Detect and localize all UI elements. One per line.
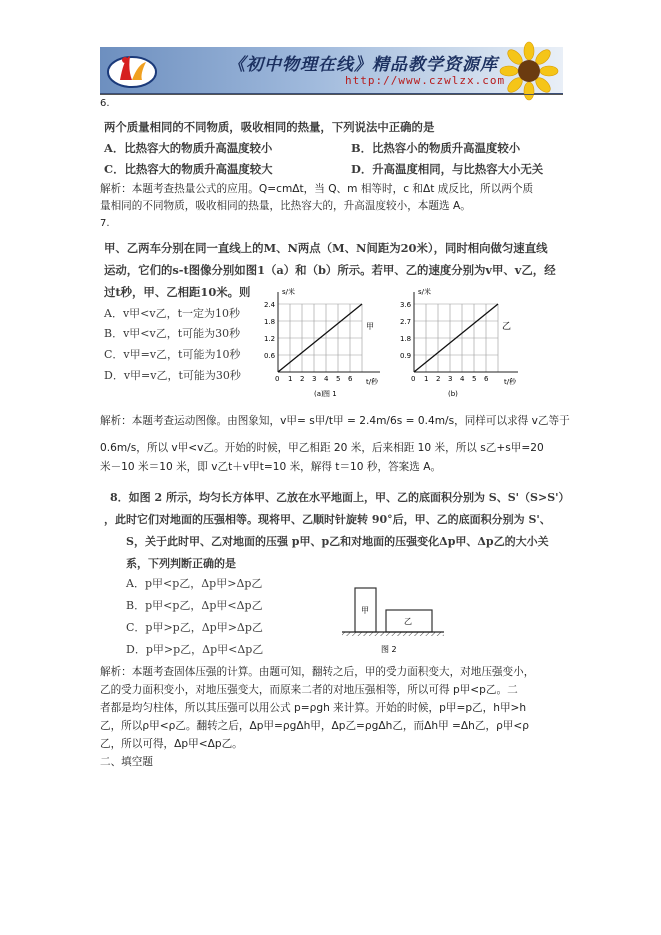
q6-number: 6. (100, 98, 110, 109)
q8-analysis-line5: 乙，所以可得，Δp甲<Δp乙。 (100, 738, 243, 750)
q6-option-c: C．比热容大的物质升高温度较大 (104, 162, 273, 176)
graph-a-xtick: 3 (312, 375, 317, 383)
q7-analysis-line3: 米－10 米＝10 米，即 v乙t＋v甲t=10 米，解得 t＝10 秒，答案选 A。 (100, 461, 442, 473)
q8-analysis-line2: 乙的受力面积变小，对地压强变大，而原来二者的对地压强相等，所以可得 p甲<p乙。二 (100, 684, 518, 696)
q6-option-a: A．比热容大的物质升高温度较小 (104, 141, 273, 155)
graph-b-xtick: 1 (424, 375, 429, 383)
figure-2-caption: 图 2 (381, 645, 397, 654)
graph-a-xlabel: t/秒 (366, 378, 379, 386)
q7-option-c: C．v甲=v乙，t可能为10秒 (104, 348, 241, 361)
sunflower-icon (501, 43, 557, 99)
graph-b-ytick: 3.6 (400, 301, 412, 309)
graph-a-xtick: 6 (348, 375, 353, 383)
q6-option-b: B．比热容小的物质升高温度较小 (351, 141, 521, 155)
graph-a-ylabel: s/米 (282, 288, 296, 296)
q7-analysis-line1: 解析：本题考查运动图像。由图象知，v甲= s甲/t甲 = 2.4m/6s = 0.4m/s，同样可以求得 v乙等于 (100, 415, 570, 427)
graph-b (323, 284, 538, 402)
q6-analysis-line1: 解析：本题考查热量公式的应用。Q=cmΔt，当 Q、m 相等时，c 和Δt 成反比，所以两个质 (100, 183, 534, 195)
q8-analysis-line4: 乙，所以ρ甲<ρ乙。翻转之后，Δp甲=ρgΔh甲，Δp乙=ρgΔh乙，而Δh甲 =Δh乙，ρ甲<ρ (100, 720, 529, 732)
graph-a-ytick: 0.6 (264, 352, 276, 360)
graph-a-ytick: 1.2 (264, 335, 276, 343)
graph-b-xtick: 6 (484, 375, 489, 383)
q8-analysis-line3: 者都是均匀柱体，所以其压强可以用公式 p=ρgh 来计算。开始的时候，p甲=p乙，h甲>h (100, 702, 527, 714)
graph-a-xtick: 5 (336, 375, 341, 383)
q8-option-b: B．p甲<p乙，Δp甲<Δp乙 (126, 599, 263, 612)
q8-option-c: C．p甲>p乙，Δp甲>Δp乙 (126, 621, 263, 634)
block-yi-label: 乙 (404, 617, 412, 626)
q8-option-a: A．p甲<p乙，Δp甲>Δp乙 (126, 577, 263, 590)
banner-url[interactable]: http://www.czwlzx.com (345, 74, 506, 87)
graph-a (262, 284, 392, 402)
graph-b-xtick: 4 (460, 375, 465, 383)
graph-b-xtick: 0 (411, 375, 416, 383)
graph-a-xtick: 0 (275, 375, 280, 383)
graph-a-ytick: 2.4 (264, 301, 276, 309)
q6-stem: 两个质量相同的不同物质，吸收相同的热量，下列说法中正确的是 (104, 120, 435, 134)
graph-b-line-label: 乙 (502, 322, 512, 332)
q6-option-d: D．升高温度相同，与比热容大小无关 (351, 162, 544, 176)
q7-analysis-line2: 0.6m/s，所以 v甲<v乙。开始的时候，甲乙相距 20 米，后来相距 10 米，所以 s乙+s甲=20 (100, 442, 544, 454)
q8-option-d: D．p甲>p乙，Δp甲<Δp乙 (126, 643, 264, 656)
graph-b-ytick: 0.9 (400, 352, 412, 360)
graph-b-ylabel: s/米 (418, 288, 432, 296)
q8-stem-line3: S，关于此时甲、乙对地面的压强 p甲、p乙和对地面的压强变化Δp甲、Δp乙的大小关 (126, 535, 549, 548)
header-rule (100, 94, 563, 95)
site-logo-icon (106, 50, 158, 90)
graph-b-xtick: 3 (448, 375, 453, 383)
header-banner (100, 47, 563, 94)
q7-stem-line1: 甲、乙两车分别在同一直线上的M、N两点（M、N间距为20米），同时相向做匀速直线 (104, 241, 548, 255)
q6-analysis-line2: 量相同的不同物质，吸收相同的热量，比热容大的，升高温度较小，本题选 A。 (100, 200, 471, 212)
q8-stem-line4: 系，下列判断正确的是 (126, 557, 236, 570)
q7-option-d: D．v甲=v乙，t可能为30秒 (104, 369, 241, 382)
graph-a-xtick: 4 (324, 375, 329, 383)
section-heading: 二、填空题 (100, 756, 153, 768)
graph-a-xtick: 2 (300, 375, 305, 383)
q7-number: 7. (100, 218, 110, 229)
graph-b-xlabel: t/秒 (504, 378, 517, 386)
graph-b-ytick: 2.7 (400, 318, 412, 326)
graph-b-caption: (b) (448, 390, 458, 398)
graph-b-xtick: 2 (436, 375, 441, 383)
graph-b-xtick: 5 (472, 375, 477, 383)
q7-option-b: B．v甲<v乙，t可能为30秒 (104, 327, 241, 340)
banner-title: 《初中物理在线》精品教学资源库 (228, 55, 498, 75)
graph-a-ytick: 1.8 (264, 318, 276, 326)
graph-a-xtick: 1 (288, 375, 293, 383)
q8-stem-line1: 8．如图 2 所示，均匀长方体甲、乙放在水平地面上，甲、乙的底面积分别为 S、S'（S>S'） (110, 491, 570, 504)
graph-b-ytick: 1.8 (400, 335, 412, 343)
block-jia-label: 甲 (361, 606, 369, 615)
q7-stem-line2: 运动，它们的s-t图像分别如图1（a）和（b）所示。若甲、乙的速度分别为v甲、v乙，经 (104, 263, 556, 277)
q7-stem-line3: 过t秒，甲、乙相距10米。则 (104, 285, 251, 299)
q7-option-a: A．v甲<v乙，t一定为10秒 (104, 307, 241, 320)
figure-2 (338, 582, 448, 658)
figure-1-caption: 图 1 (323, 390, 337, 398)
q8-stem-line2: ，此时它们对地面的压强相等。现将甲、乙顺时针旋转 90°后，甲、乙的底面积分别为 S'、 (104, 513, 551, 526)
graph-a-caption: (a) (314, 390, 324, 398)
graph-a-line-label: 甲 (366, 322, 374, 331)
q8-analysis-line1: 解析：本题考查固体压强的计算。由题可知，翻转之后，甲的受力面积变大，对地压强变小， (100, 666, 535, 678)
